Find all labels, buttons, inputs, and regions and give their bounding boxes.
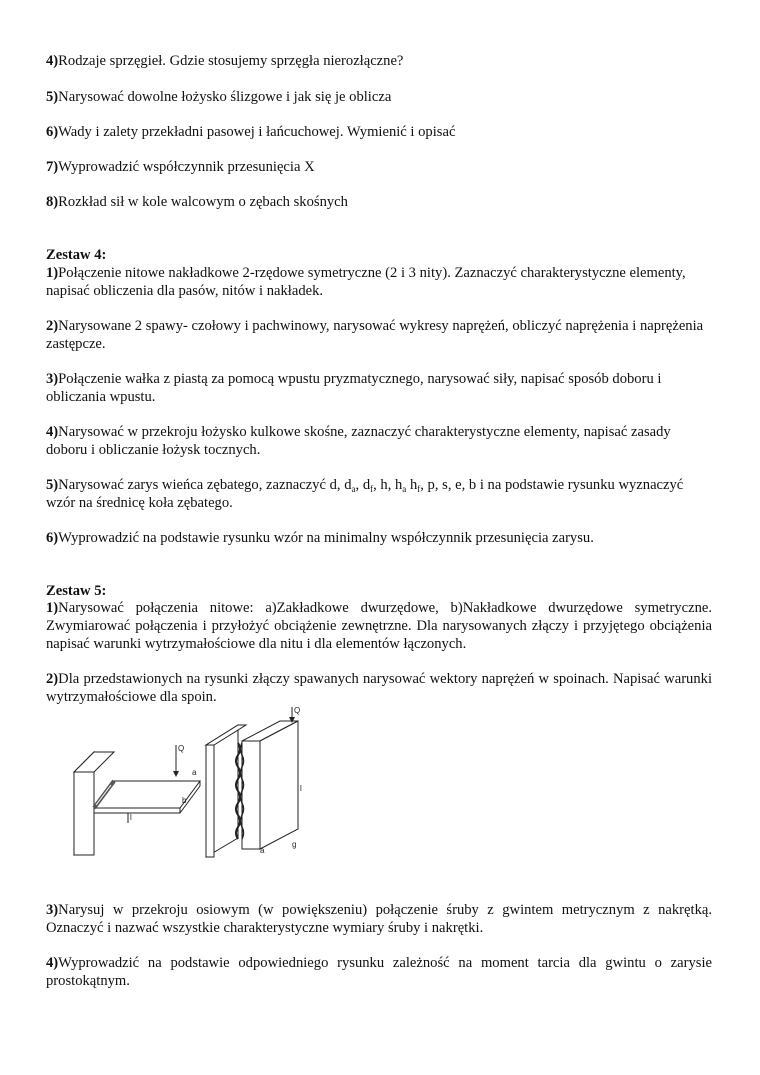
label-b-left: b — [182, 796, 187, 805]
zestaw-4-question-6: 6)Wyprowadzić na podstawie rysunku wzór na minimalny współczynnik przesunięcia zarysu. — [46, 530, 594, 546]
question-6: 6)Wady i zalety przekładni pasowej i łańcuchowej. Wymienić i opisać — [46, 124, 456, 140]
zestaw-4-question-3: 3)Połączenie wałka z piastą za pomocą wpustu pryzmatycznego, narysować siły, napisać sposób doboru i obliczania wpustu. — [46, 371, 662, 406]
question-4: 4)Rodzaje sprzęgieł. Gdzie stosujemy sprzęgła nierozłączne? — [46, 53, 404, 69]
zestaw-5-heading: Zestaw 5: — [46, 583, 107, 599]
label-a-left: a — [192, 768, 197, 777]
zestaw-5-question-1: 1)Narysować połączenia nitowe: a)Zakładkowe dwurzędowe, b)Nakładkowe dwurzędowe symetryczne. Zwymiarować połączenia i przyłożyć obciążenie zewnętrzne. Dla narysowanych złączy i przyjętego obciążenia napisać warunki wytrzymałościowe dla nitu i dla elementów łączonych. — [46, 600, 712, 653]
zestaw-5-question-4: 4)Wyprowadzić na podstawie odpowiedniego rysunku zależność na moment tarcia dla gwintu o zarysie prostokątnym. — [46, 955, 712, 990]
question-7: 7)Wyprowadzić współczynnik przesunięcia X — [46, 159, 315, 175]
zestaw-5-question-3: 3)Narysuj w przekroju osiowym (w powiększeniu) połączenie śruby z gwintem metrycznym z nakrętką. Oznaczyć i nazwać wszystkie charakterystyczne wymiary śruby i nakrętki. — [46, 902, 712, 937]
zestaw-5-question-2: 2)Dla przedstawionych na rysunki złączy spawanych narysować wektory naprężeń w spoinach. Napisać warunki wytrzymałościowe dla spoin. — [46, 671, 712, 706]
label-a-right: a — [260, 846, 265, 855]
label-l-left: l — [130, 813, 132, 822]
label-l-right: l — [300, 784, 302, 793]
label-Q-left: Q — [178, 744, 185, 753]
label-Q-right: Q — [294, 706, 301, 715]
question-8: 8)Rozkład sił w kole walcowym o zębach skośnych — [46, 194, 348, 210]
zestaw-4-question-4: 4)Narysować w przekroju łożysko kulkowe skośne, zaznaczyć charakterystyczne elementy, napisać zasady doboru i obliczanie łożysk tocznych. — [46, 424, 671, 459]
zestaw-4-heading: Zestaw 4: — [46, 247, 107, 263]
weld-joints-figure — [70, 705, 320, 865]
zestaw-4-question-5: 5)Narysować zarys wieńca zębatego, zaznaczyć d, $d_a$, $d_f$, h, $h_a$ $h_f$, p, s, e, b i na podstawie rysunku wyznaczyć wzór na średnicę koła zębatego. — [46, 477, 684, 512]
label-g-right: g — [292, 840, 297, 849]
question-5: 5)Narysować dowolne łożysko ślizgowe i jak się je oblicza — [46, 89, 392, 105]
butt-weld-joint — [206, 706, 301, 857]
zestaw-4-question-2: 2)Narysowane 2 spawy- czołowy i pachwinowy, narysować wykresy naprężeń, obliczyć naprężenia i naprężenia zastępcze. — [46, 318, 704, 353]
zestaw-4-question-1: 1)Połączenie nitowe nakładkowe 2-rzędowe symetryczne (2 i 3 nity). Zaznaczyć charakterystyczne elementy, napisać obliczenia dla pasów, nitów i nakładek. — [46, 265, 686, 300]
